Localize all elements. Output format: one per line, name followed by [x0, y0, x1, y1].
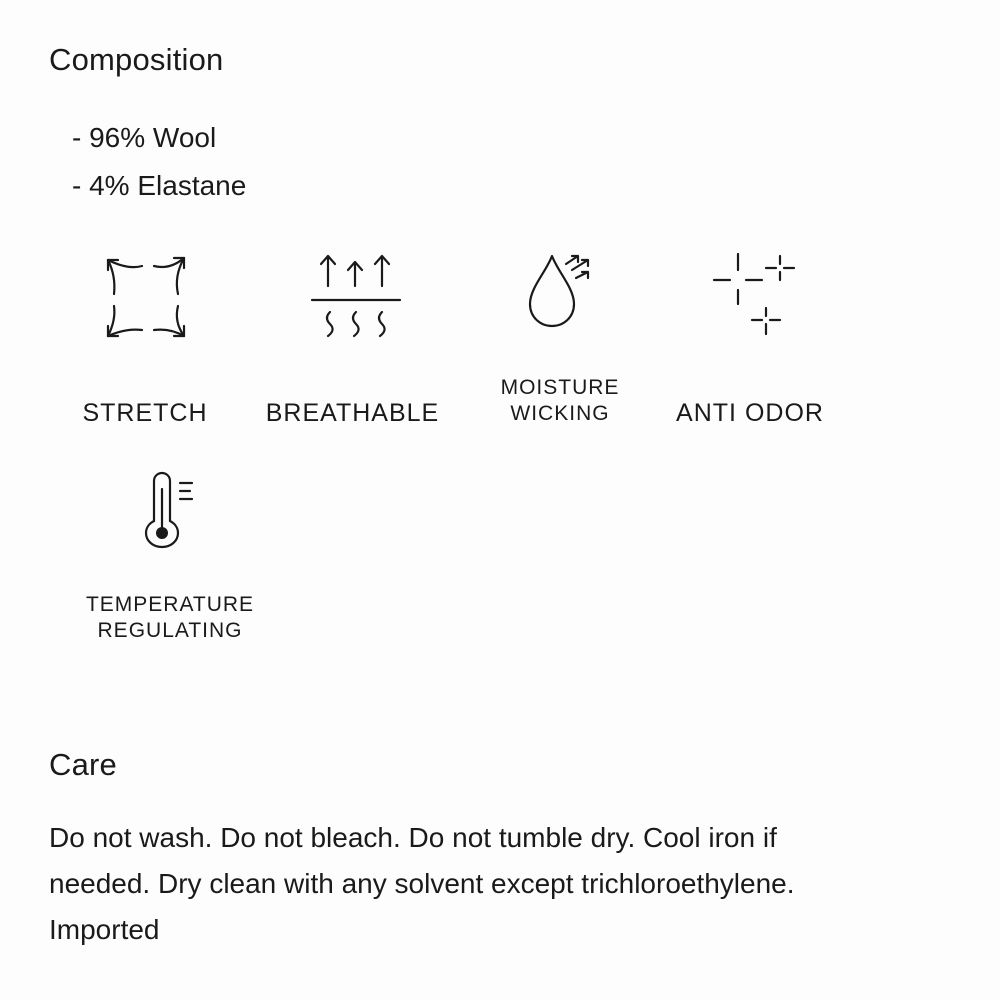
feature-breathable [250, 240, 455, 440]
care-line: Imported [49, 914, 160, 945]
feature-anti-odor-label: ANTI ODOR [676, 399, 824, 427]
breathable-icon [308, 252, 403, 342]
composition-heading: Composition [49, 42, 224, 77]
feature-breathable-label: BREATHABLE [265, 399, 440, 427]
care-line: Do not wash. Do not bleach. Do not tumble dry. Cool iron if [49, 822, 777, 853]
feature-temperature-regulating [70, 465, 270, 655]
care-heading: Care [49, 747, 117, 782]
moisture-drop-icon [522, 250, 602, 330]
feature-anti-odor [660, 240, 840, 440]
feature-temperature-regulating-label: TEMPERATURE REGULATING [85, 593, 255, 642]
feature-stretch [40, 240, 250, 440]
thermometer-icon [144, 471, 204, 551]
composition-list [72, 114, 246, 210]
sparkle-icon [710, 250, 800, 340]
care-line: needed. Dry clean with any solvent except trichloroethylene. [49, 868, 795, 899]
feature-moisture-wicking-label: MOISTURE WICKING [500, 376, 620, 425]
composition-item-wool: - 96% Wool [72, 122, 217, 153]
composition-item-elastane: - 4% Elastane [72, 170, 247, 201]
care-instructions [49, 815, 949, 953]
feature-stretch-label: STRETCH [82, 399, 208, 427]
feature-moisture-wicking [460, 240, 660, 440]
stretch-icon [98, 250, 198, 350]
